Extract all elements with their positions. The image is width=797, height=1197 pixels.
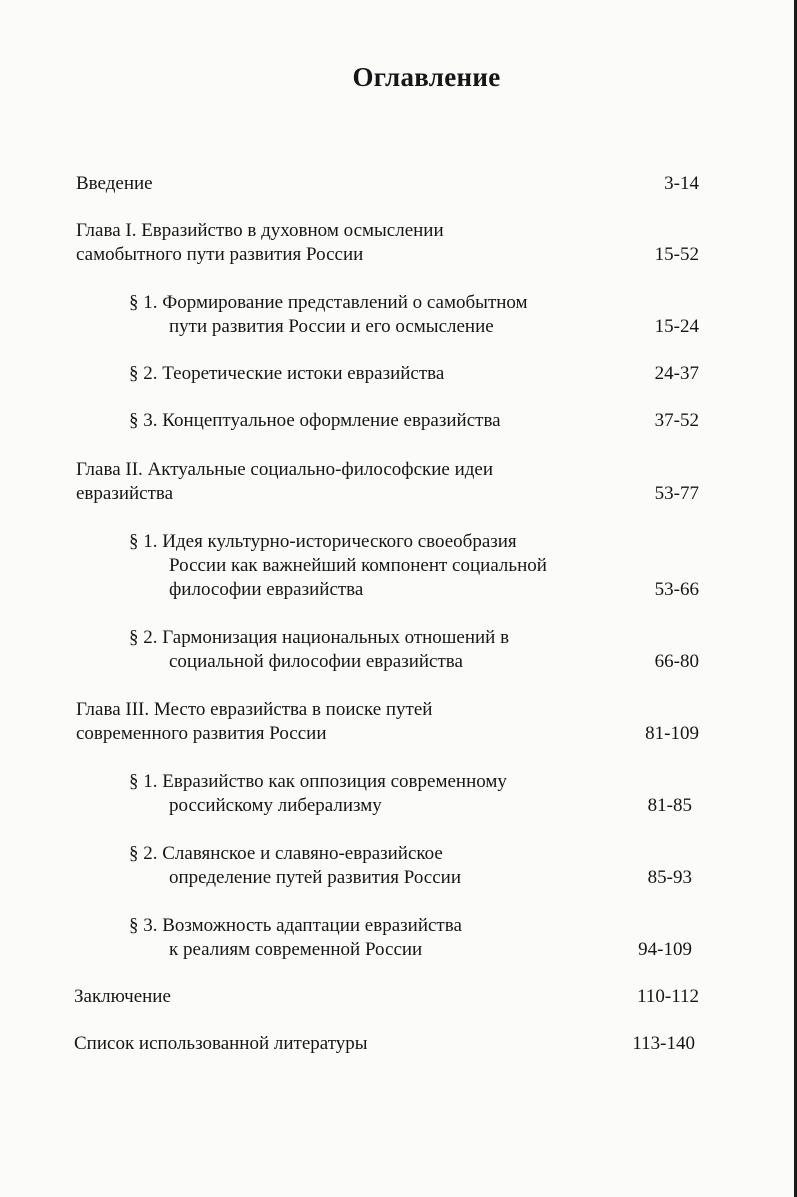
toc-entry-text: § 2. Теоретические истоки евразийства [129,363,445,384]
toc-entry-text: российскому либерализму [169,795,382,816]
toc-page-range: 24-37 [654,363,699,384]
toc-entry-text: § 2. Славянское и славяно-евразийское [129,843,443,864]
toc-entry-text: Введение [76,173,153,194]
toc-entry-section-3-1 [129,770,507,818]
toc-page-range: 94-109 [638,939,692,960]
toc-page-range: 110-112 [637,986,699,1007]
toc-page-range: 113-140 [632,1033,695,1054]
toc-entry-text: пути развития России и его осмысление [169,316,494,337]
toc-entry-text: определение путей развития России [169,867,462,888]
toc-page-range: 37-52 [654,410,699,431]
toc-page-range: 81-109 [645,723,699,744]
toc-entry-section-3-3 [129,914,462,962]
toc-entry-section-1-3 [129,409,501,433]
toc-entry-section-1-2 [129,362,444,386]
toc-entry-chapter-1 [76,219,444,267]
toc-entry-conclusion [74,985,171,1009]
toc-entry-text: социальной философии евразийства [169,651,463,672]
toc-page-range: 15-52 [654,244,699,265]
toc-page-range: 53-77 [654,483,699,504]
page-title: Оглавление [352,62,501,92]
toc-entry-text: евразийства [76,483,174,504]
toc-entry-text: § 1. Евразийство как оппозиция современному [129,771,507,792]
toc-entry-text: § 3. Концептуальное оформление евразийства [129,410,501,431]
toc-entry-text: к реалиям современной России [169,939,423,960]
toc-entry-text: самобытного пути развития России [76,244,364,265]
toc-entry-introduction [76,172,153,196]
toc-entry-section-1-1 [129,291,528,339]
toc-entry-text: § 2. Гармонизация национальных отношений в [129,627,510,648]
toc-entry-text: Заключение [74,986,171,1007]
toc-page-range: 66-80 [654,651,699,672]
toc-entry-section-2-1 [129,530,547,602]
toc-entry-bibliography [74,1032,368,1056]
toc-entry-text: философии евразийства [169,579,364,600]
toc-page-range: 81-85 [647,795,692,816]
toc-entry-text: Список использованной литературы [74,1033,368,1054]
toc-entry-text: Глава III. Место евразийства в поиске путей [76,699,433,720]
toc-entry-text: Глава II. Актуальные социально-философские идеи [76,459,494,480]
toc-page-range: 53-66 [654,579,699,600]
toc-entry-text: § 1. Идея культурно-исторического своеобразия [129,531,517,552]
toc-entry-chapter-2 [76,458,493,506]
toc-entry-text: § 1. Формирование представлений о самобытном [129,292,528,313]
toc-entry-text: § 3. Возможность адаптации евразийства [129,915,462,936]
toc-entry-section-2-2 [129,626,509,674]
toc-entry-text: Глава I. Евразийство в духовном осмыслении [76,220,444,241]
toc-entry-chapter-3 [76,698,432,746]
toc-page-range: 15-24 [654,316,699,337]
toc-entry-text: современного развития России [76,723,327,744]
toc-page-range: 85-93 [647,867,692,888]
toc-entry-text: России как важнейший компонент социальной [169,555,547,576]
toc-page-range: 3-14 [664,173,699,194]
toc-entry-section-3-2 [129,842,461,890]
